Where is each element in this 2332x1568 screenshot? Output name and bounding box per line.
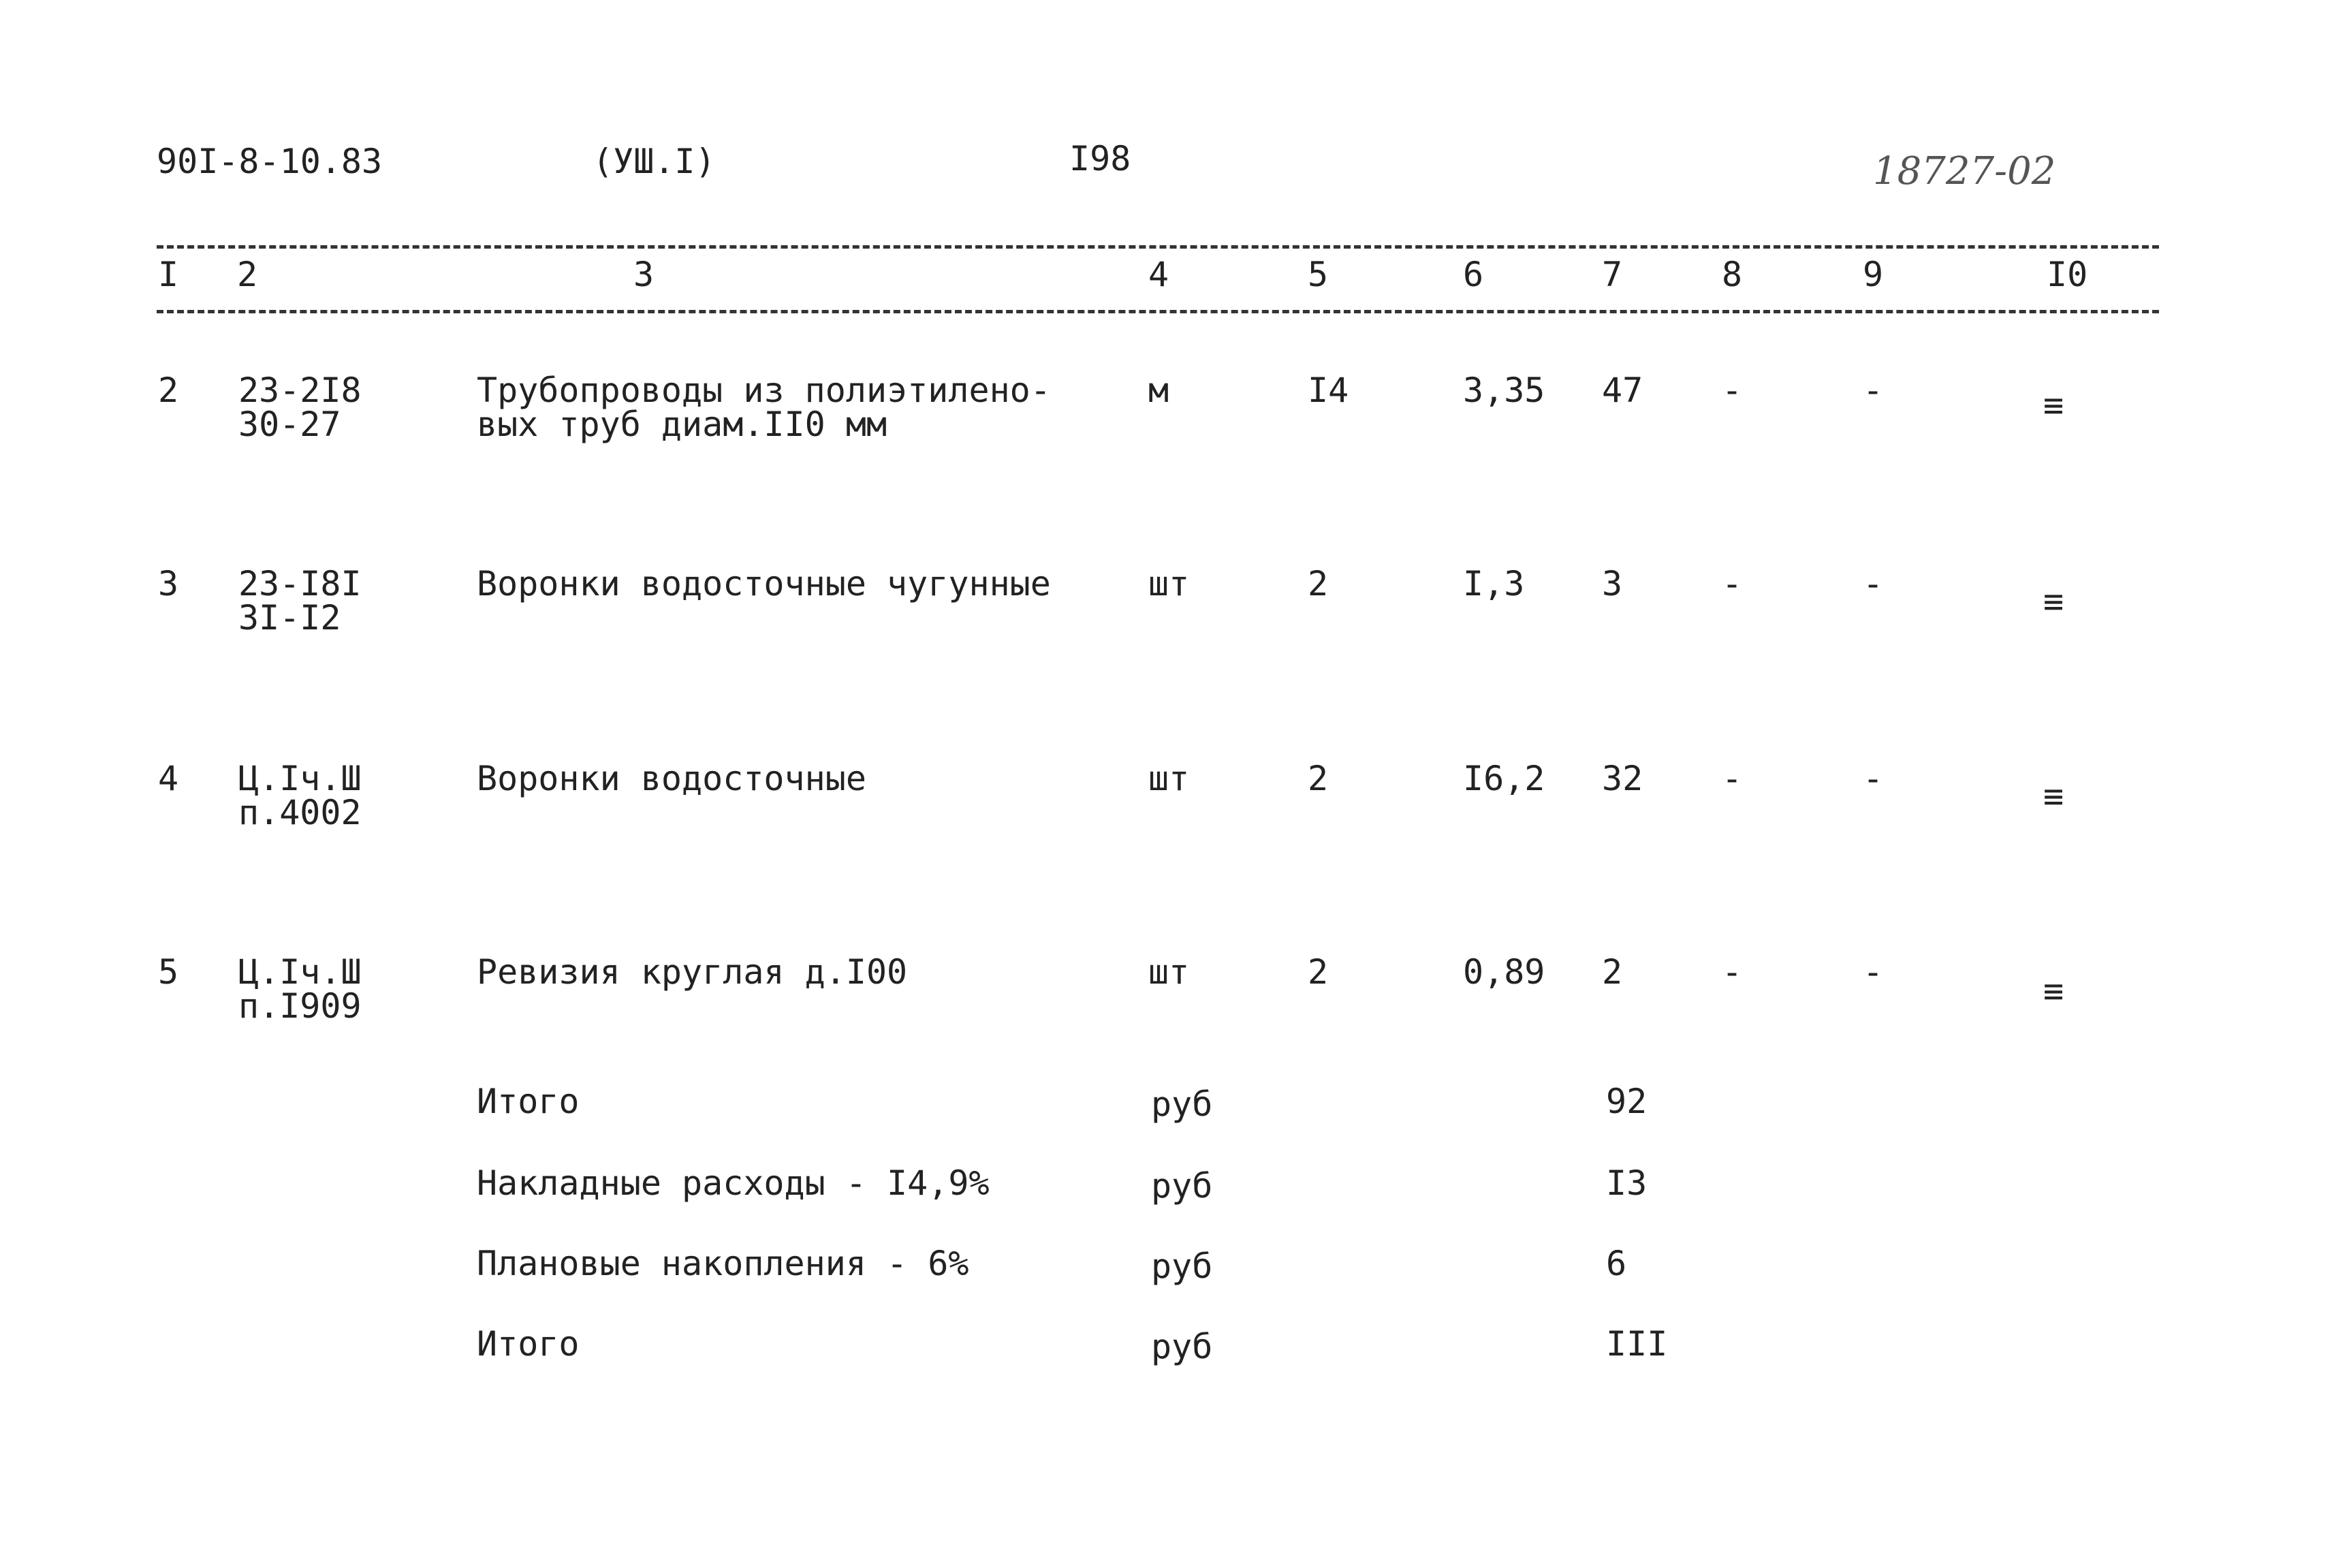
row-number: 3 bbox=[158, 564, 179, 603]
unit: м bbox=[1148, 371, 1169, 410]
column-10-value: ≡ bbox=[2043, 777, 2064, 816]
row-number: 5 bbox=[158, 952, 179, 992]
column-header: I bbox=[158, 255, 179, 294]
quantity: 2 bbox=[1308, 759, 1329, 798]
column-8-value: - bbox=[1722, 759, 1743, 798]
item-name: Ревизия круглая д.I00 bbox=[477, 952, 908, 992]
total-cost: 2 bbox=[1602, 952, 1623, 992]
column-header: 9 bbox=[1863, 255, 1884, 294]
column-9-value: - bbox=[1863, 759, 1884, 798]
row-number: 2 bbox=[158, 371, 179, 410]
quantity: 2 bbox=[1308, 952, 1329, 992]
total-cost: 32 bbox=[1602, 759, 1643, 798]
rate-code: Ц.Iч.Ш п.I909 bbox=[238, 952, 362, 1026]
handwritten-reference: 18727-02 bbox=[1873, 149, 2056, 193]
column-10-value: ≡ bbox=[2043, 582, 2064, 621]
column-10-value: ≡ bbox=[2043, 971, 2064, 1011]
totals-unit: руб bbox=[1151, 1084, 1213, 1124]
totals-value: 6 bbox=[1606, 1244, 1627, 1283]
rate-code: 23-2I8 30-27 bbox=[238, 371, 362, 444]
unit-price: I,3 bbox=[1463, 564, 1525, 603]
item-name: Трубопроводы из полиэтилено- вых труб диам.II0 мм bbox=[477, 371, 1051, 444]
totals-label: Плановые накопления - 6% bbox=[477, 1244, 969, 1283]
unit-price: 0,89 bbox=[1463, 952, 1545, 992]
totals-unit: руб bbox=[1151, 1327, 1213, 1366]
column-8-value: - bbox=[1722, 564, 1743, 603]
column-header: 8 bbox=[1722, 255, 1743, 294]
column-9-value: - bbox=[1863, 371, 1884, 410]
rate-code: Ц.Iч.Ш п.4002 bbox=[238, 759, 362, 832]
column-header: 2 bbox=[237, 255, 258, 294]
page-number: I98 bbox=[1069, 139, 1131, 178]
totals-value: 92 bbox=[1606, 1082, 1648, 1121]
totals-unit: руб bbox=[1151, 1166, 1213, 1206]
column-9-value: - bbox=[1863, 564, 1884, 603]
column-10-value: ≡ bbox=[2043, 386, 2064, 425]
totals-value: I3 bbox=[1606, 1163, 1648, 1203]
quantity: I4 bbox=[1308, 371, 1349, 410]
unit: шт bbox=[1148, 564, 1190, 603]
totals-label: Итого bbox=[477, 1324, 580, 1364]
column-8-value: - bbox=[1722, 952, 1743, 992]
row-number: 4 bbox=[158, 759, 179, 798]
unit: шт bbox=[1148, 759, 1190, 798]
column-8-value: - bbox=[1722, 371, 1743, 410]
unit-price: 3,35 bbox=[1463, 371, 1545, 410]
item-name: Воронки водосточные bbox=[477, 759, 866, 798]
column-header: 3 bbox=[633, 255, 655, 294]
column-9-value: - bbox=[1863, 952, 1884, 992]
rate-code: 23-I8I 3I-I2 bbox=[238, 564, 362, 638]
section-label: (УШ.I) bbox=[593, 142, 716, 181]
item-name: Воронки водосточные чугунные bbox=[477, 564, 1051, 603]
unit-price: I6,2 bbox=[1463, 759, 1545, 798]
total-cost: 3 bbox=[1602, 564, 1623, 603]
totals-value: III bbox=[1606, 1324, 1668, 1364]
column-header: I0 bbox=[2047, 255, 2088, 294]
quantity: 2 bbox=[1308, 564, 1329, 603]
column-header: 6 bbox=[1463, 255, 1484, 294]
column-header: 5 bbox=[1308, 255, 1329, 294]
column-header: 7 bbox=[1602, 255, 1623, 294]
header-top-rule bbox=[157, 245, 2159, 249]
unit: шт bbox=[1148, 952, 1190, 992]
column-header: 4 bbox=[1148, 255, 1169, 294]
header-bottom-rule bbox=[157, 310, 2159, 313]
totals-label: Накладные расходы - I4,9% bbox=[477, 1163, 990, 1203]
total-cost: 47 bbox=[1602, 371, 1643, 410]
totals-unit: руб bbox=[1151, 1246, 1213, 1286]
totals-label: Итого bbox=[477, 1082, 580, 1121]
doc-code: 90I-8-10.83 bbox=[157, 142, 383, 181]
